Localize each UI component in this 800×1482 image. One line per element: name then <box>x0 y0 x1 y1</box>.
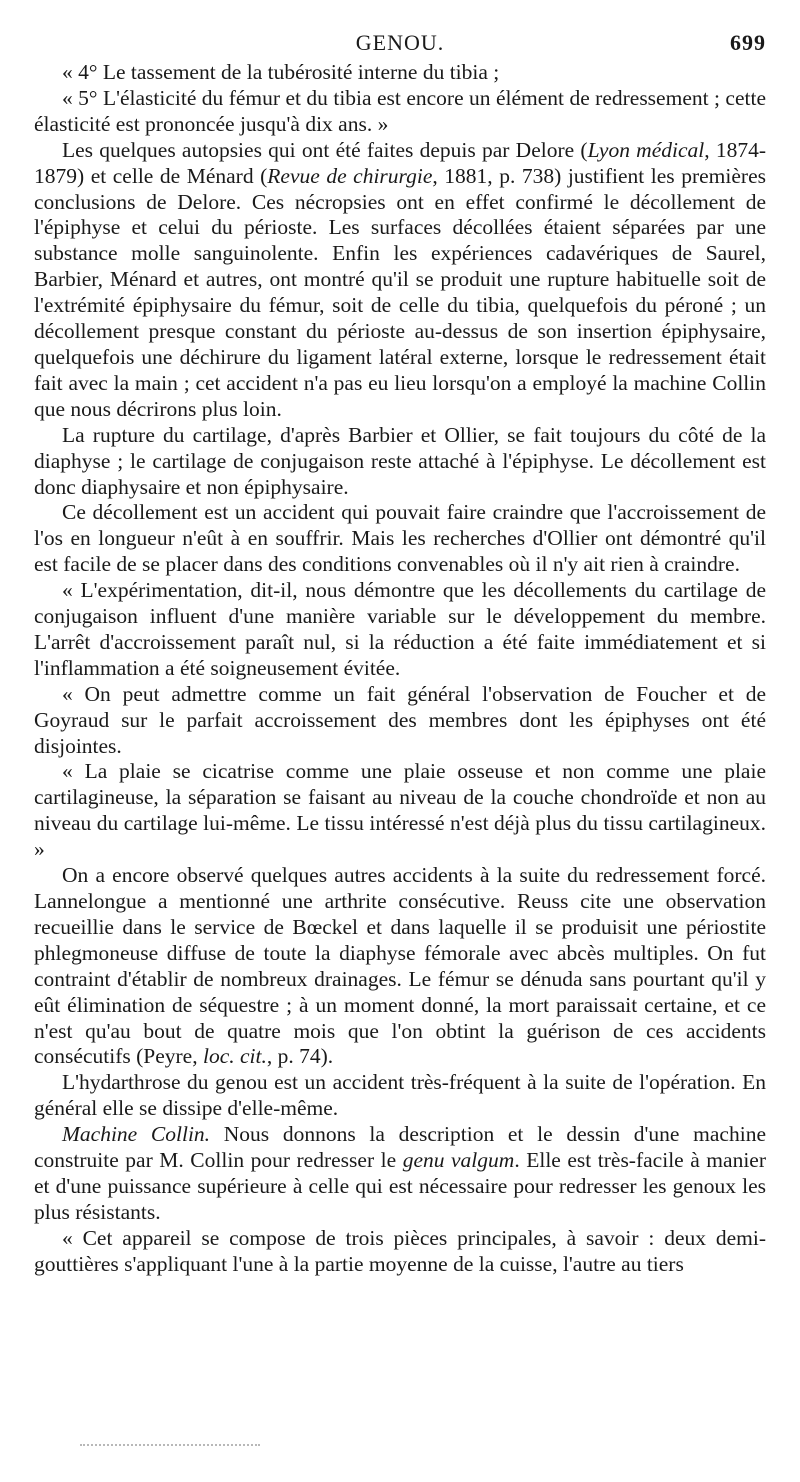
paragraph <box>34 1070 766 1122</box>
text-run: . Elle est très-facile à manier et d'une puissance supérieure à celle qui est nécessaire pour redresser les genoux les plus résistants. <box>34 1148 766 1224</box>
text-run: Ce décollement est un accident qui pouvait faire craindre que l'accroissement de l'os en longueur n'eût à en souffrir. Mais les recherches d'Ollier ont démontré qu'il est facile de se placer dans des conditions convenables où il n'y ait rien à craindre. <box>34 500 766 577</box>
body-text <box>34 60 766 1278</box>
footer-mark <box>80 1444 260 1450</box>
italic-text: Lyon médical <box>587 137 705 162</box>
paragraph <box>34 423 766 501</box>
text-run: « L'expérimentation, dit-il, nous démontre que les décollements du cartilage de conjugaison influent d'une manière variable sur le développement du membre. L'arrêt d'accroissement paraît nul, si la réduction a été faite immédiatement et si l'inflammation a été soigneusement évitée. <box>34 578 766 680</box>
text-run: Nous donnons la description et le dessin d'une machine construite par M. Collin pour redresser le <box>34 1122 766 1173</box>
paragraph <box>34 86 766 138</box>
text-run: On a encore observé quelques autres accidents à la suite du redressement forcé. Lannelongue a mentionné une arthrite consécutive. Reuss cite une observation recueillie dans le service de Bœckel et dans laquelle il se produisit une périostite phlegmoneuse diffuse de toute la diaphyse fémorale avec abcès multiples. On fut contraint d'établir de nombreux drainages. Le fémur se dénuda sans pourtant qu'il y eût élimination de séquestre ; à un moment donné, la mort paraissait certaine, et ce n'est qu'au bout de quatre mois que l'on obtint la guérison de ces accidents consécutifs (Peyre, <box>34 863 766 1069</box>
text-run: L'hydarthrose du genou est un accident très-fréquent à la suite de l'opération. En général elle se dissipe d'elle-même. <box>34 1070 766 1121</box>
paragraph <box>34 1122 766 1226</box>
paragraph <box>34 759 766 863</box>
text-run: , 1874-1879) et celle de Ménard ( <box>34 137 766 188</box>
page-header <box>34 30 766 60</box>
paragraph <box>34 60 766 86</box>
text-run: , 1881, p. 738) justifient les premières conclusions de Delore. Ces nécropsies ont en effet confirmé le décollement de l'épiphyse et celui du périoste. Les surfaces décollées étaient séparées par une substance molle sanguinolente. Enfin les expériences cadavériques de Saurel, Barbier, Ménard et autres, ont montré qu'il se produit une rupture habituelle soit de l'extrémité épiphysaire du fémur, soit de celle du tibia, quelquefois du péroné ; un décollement presque constant du périoste au-dessus de son insertion épiphysaire, quelquefois une déchirure du ligament latéral externe, lorsque le redressement était fait avec la main ; cet accident n'a pas eu lieu lorsqu'on a employé la machine Collin que nous décrirons plus loin. <box>34 163 766 421</box>
running-title: GENOU. <box>355 30 445 55</box>
italic-text: Machine Collin. <box>62 1122 211 1147</box>
text-run: « La plaie se cicatrise comme une plaie osseuse et non comme une plaie cartilagineuse, la séparation se faisant au niveau de la couche chondroïde et non au niveau du cartilage lui-même. Le tissu intéressé n'est déjà plus du tissu cartilagineux. » <box>34 759 766 862</box>
paragraph <box>34 138 766 423</box>
paragraph <box>34 500 766 578</box>
text-run: « 5° L'élasticité du fémur et du tibia est encore un élément de redressement ; cette élasticité est prononcée jusqu'à dix ans. » <box>34 85 766 136</box>
text-run: , p. 74). <box>266 1044 334 1069</box>
paragraph <box>34 578 766 682</box>
paragraph <box>34 682 766 760</box>
italic-text: genu valgum <box>402 1148 515 1173</box>
italic-text: Revue de chirurgie <box>267 163 433 188</box>
text-run: Les quelques autopsies qui ont été faites depuis par Delore ( <box>62 137 588 162</box>
italic-text: loc. cit. <box>202 1044 267 1069</box>
text-run: « 4° Le tassement de la tubérosité interne du tibia ; <box>62 60 500 84</box>
paragraph <box>34 1226 766 1278</box>
text-run: « On peut admettre comme un fait général l'observation de Foucher et de Goyraud sur le parfait accroissement des membres dont les épiphyses ont été disjointes. <box>34 681 766 758</box>
text-run: La rupture du cartilage, d'après Barbier et Ollier, se fait toujours du côté de la diaphyse ; le cartilage de conjugaison reste attaché à l'épiphyse. Le décollement est donc diaphysaire et non épiphysaire. <box>34 422 766 499</box>
paragraph <box>34 863 766 1070</box>
text-run: « Cet appareil se compose de trois pièces principales, à savoir : deux demi-gouttières s'appliquant l'une à la partie moyenne de la cuisse, l'autre au tiers <box>34 1225 766 1276</box>
page-number: 699 <box>730 30 766 55</box>
